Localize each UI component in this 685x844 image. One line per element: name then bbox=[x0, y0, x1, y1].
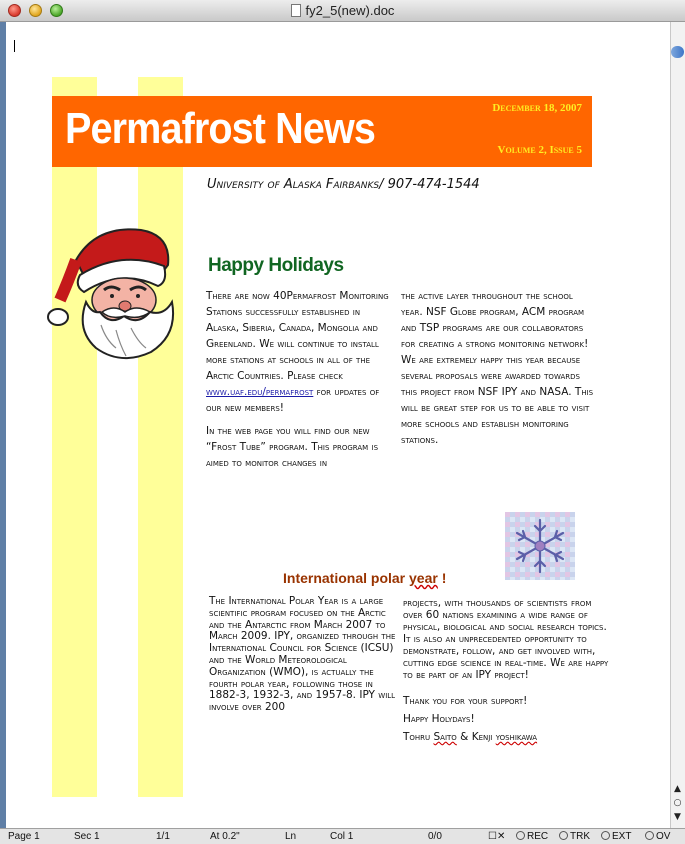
status-ext[interactable] bbox=[601, 831, 631, 842]
signature-part-2: Saito bbox=[433, 731, 457, 743]
scroll-down-icon[interactable]: ▼ bbox=[674, 812, 681, 822]
window-title-text: fy2_5(new).doc bbox=[305, 3, 395, 18]
holidays-heading: Happy Holidays bbox=[208, 255, 344, 276]
trk-indicator-icon bbox=[559, 831, 568, 840]
ipy-heading-part-3: ! bbox=[437, 570, 447, 586]
status-rec[interactable] bbox=[516, 831, 548, 842]
vertical-scrollbar[interactable] bbox=[670, 22, 685, 828]
scroll-buttons bbox=[670, 782, 685, 826]
holidays-column-1 bbox=[206, 288, 396, 471]
signature-part-1: Tohru bbox=[403, 731, 434, 743]
ipy-paragraph-2: projects, with thousands of scientists from over 60 nations examining a wide range of physical, biological and social research topics. It is also an unprecedented opportunity to demonstrate, follow, and get involved with, cutting edge science in real-time. We are happy to be part of an IPY project! bbox=[403, 597, 609, 681]
snowflake-clipart bbox=[505, 512, 575, 580]
status-ovr[interactable] bbox=[645, 831, 670, 842]
window-left-edge bbox=[0, 22, 6, 828]
spellcheck-icon[interactable]: ☐✕ bbox=[488, 831, 506, 842]
status-page: Page 1 bbox=[8, 831, 40, 842]
thanks-line: Thank you for your support! bbox=[403, 695, 528, 707]
signature-line bbox=[403, 731, 613, 743]
window-title bbox=[0, 3, 685, 18]
holidays-text-1: There are now 40Permafrost Monitoring Stations successfully established in Alaska, Siberia, Canada, Mongolia and Greenland. We will continue to install more stations at schools in all of the Arctic Countries. Please check bbox=[206, 290, 389, 382]
holidays-paragraph-1 bbox=[206, 288, 396, 416]
affiliation-line: University of Alaska Fairbanks/ 907-474-1544 bbox=[207, 177, 480, 192]
trk-label: TRK bbox=[570, 831, 590, 842]
holidays-column-2 bbox=[401, 288, 596, 448]
issue-volume: Volume 2, Issue 5 bbox=[497, 144, 582, 156]
document-icon bbox=[291, 4, 301, 17]
text-cursor bbox=[14, 40, 15, 52]
ipy-column-1: The International Polar Year is a large scientific program focused on the Arctic and the Antarctic from March 2007 to March 2009. IPY, organized through the International Council for Science (ICSU) and the World Meteorological Organization (WMO), is actually the fourth polar year, following those in 1882-3, 1932-3, and 1957-8. IPY will involve over 200 bbox=[209, 595, 396, 714]
santa-clipart bbox=[46, 220, 186, 368]
browse-icon[interactable]: ○ bbox=[673, 798, 682, 808]
ovr-indicator-icon bbox=[645, 831, 654, 840]
status-trk[interactable] bbox=[559, 831, 590, 842]
holidays-paragraph-2: In the web page you will find our new “Frost Tube” program. This program is aimed to monitor changes in bbox=[206, 425, 379, 469]
yellow-stripe-left bbox=[52, 77, 97, 797]
scroll-thumb[interactable] bbox=[671, 46, 684, 58]
permafrost-link[interactable]: www.uaf.edu/permafrost bbox=[206, 386, 314, 398]
status-line: Ln bbox=[285, 831, 297, 842]
holydays-line: Happy Holydays! bbox=[403, 713, 475, 725]
status-at: At 0.2" bbox=[210, 831, 240, 842]
status-count: 0/0 bbox=[428, 831, 442, 842]
status-column: Col 1 bbox=[330, 831, 354, 842]
masthead-banner bbox=[52, 96, 592, 167]
status-pages: 1/1 bbox=[156, 831, 170, 842]
scroll-up-icon[interactable]: ▲ bbox=[674, 784, 681, 794]
signature-part-4: yoshikawa bbox=[495, 731, 538, 743]
signature-part-3: & Kenji bbox=[456, 731, 496, 743]
holidays-text-1-tail: for updates of our new members! bbox=[206, 386, 380, 414]
rec-indicator-icon bbox=[516, 831, 525, 840]
ipy-heading bbox=[283, 570, 446, 586]
yellow-stripe-right bbox=[138, 77, 183, 797]
holidays-paragraph-3: the active layer throughout the school year. NSF Globe program, ACM program and TSP programs are our collaborators for creating a strong monitoring network! We are extremely happy this year because several proposals were awarded towards this project from NSF IPY and NASA. This will be great step for us to be able to visit more schools and establish monitoring stations. bbox=[401, 290, 594, 446]
ext-label: EXT bbox=[612, 831, 632, 842]
ipy-column-2 bbox=[403, 597, 613, 743]
ipy-heading-part-2: year bbox=[409, 570, 438, 586]
status-section: Sec 1 bbox=[74, 831, 100, 842]
rec-label: REC bbox=[527, 831, 549, 842]
status-bar bbox=[0, 828, 685, 844]
ipy-heading-part-1: International polar bbox=[283, 570, 410, 586]
ext-indicator-icon bbox=[601, 831, 610, 840]
ovr-label: OV bbox=[656, 831, 671, 842]
masthead-title: Permafrost News bbox=[65, 104, 376, 153]
window-titlebar bbox=[0, 0, 685, 22]
issue-date: December 18, 2007 bbox=[492, 102, 582, 114]
